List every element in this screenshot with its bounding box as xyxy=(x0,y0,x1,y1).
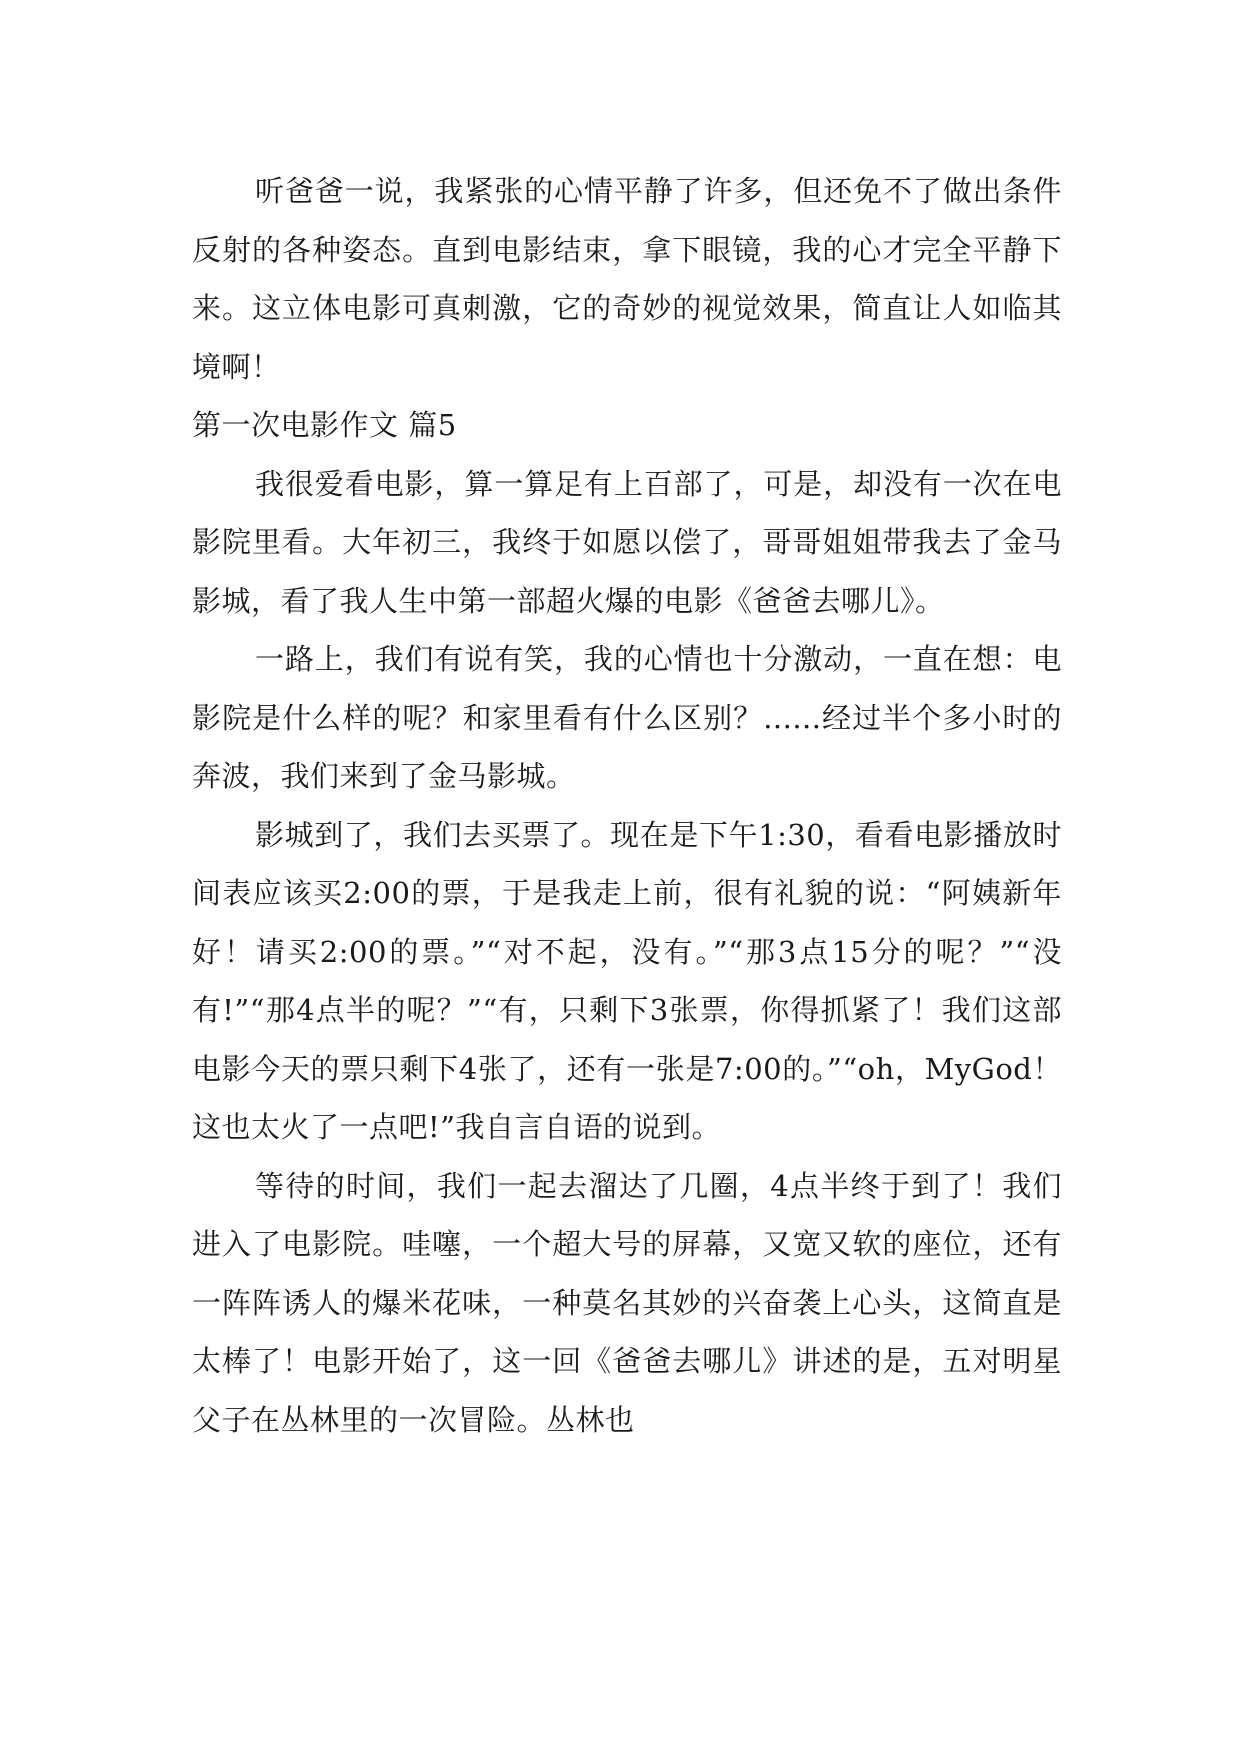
paragraph-cinema: 等待的时间，我们一起去溜达了几圈，4点半终于到了！我们进入了电影院。哇噻，一个超大号的屏幕，又宽又软的座位，还有一阵阵诱人的爆米花味，一种莫名其妙的兴奋袭上心头，这简直是太棒了！电影开始了，这一回《爸爸去哪儿》讲述的是，五对明星父子在丛林里的一次冒险。丛林也 xyxy=(192,1168,1062,1437)
paragraph-reaction: 听爸爸一说，我紧张的心情平静了许多，但还免不了做出条件反射的各种姿态。直到电影结束，拿下眼镜，我的心才完全平静下来。这立体电影可真刺激，它的奇妙的视觉效果，简直让人如临其境啊！ xyxy=(192,174,1062,384)
paragraph-tickets: 影城到了，我们去买票了。现在是下午1:30，看看电影播放时间表应该买2:00的票，于是我走上前，很有礼貌的说：“阿姨新年好！请买2:00的票。”“对不起，没有。”“那3点15分的呢？”“没有!”“那4点半的呢？”“有，只剩下3张票，你得抓紧了！我们这部电影今天的票只剩下4张了，还有一张是7:00的。”“oh，MyGod！这也太火了一点吧!”我自言自语的说到。 xyxy=(192,817,1062,1144)
paragraph-intro: 我很爱看电影，算一算足有上百部了，可是，却没有一次在电影院里看。大年初三，我终于如愿以偿了，哥哥姐姐带我去了金马影城，看了我人生中第一部超火爆的电影《爸爸去哪儿》。 xyxy=(192,466,1062,618)
essay-heading: 第一次电影作文 篇5 xyxy=(192,408,457,442)
document-page xyxy=(192,162,1062,1449)
paragraph-journey: 一路上，我们有说有笑，我的心情也十分激动，一直在想：电影院是什么样的呢？和家里看有什么区别？......经过半个多小时的奔波，我们来到了金马影城。 xyxy=(192,642,1062,793)
